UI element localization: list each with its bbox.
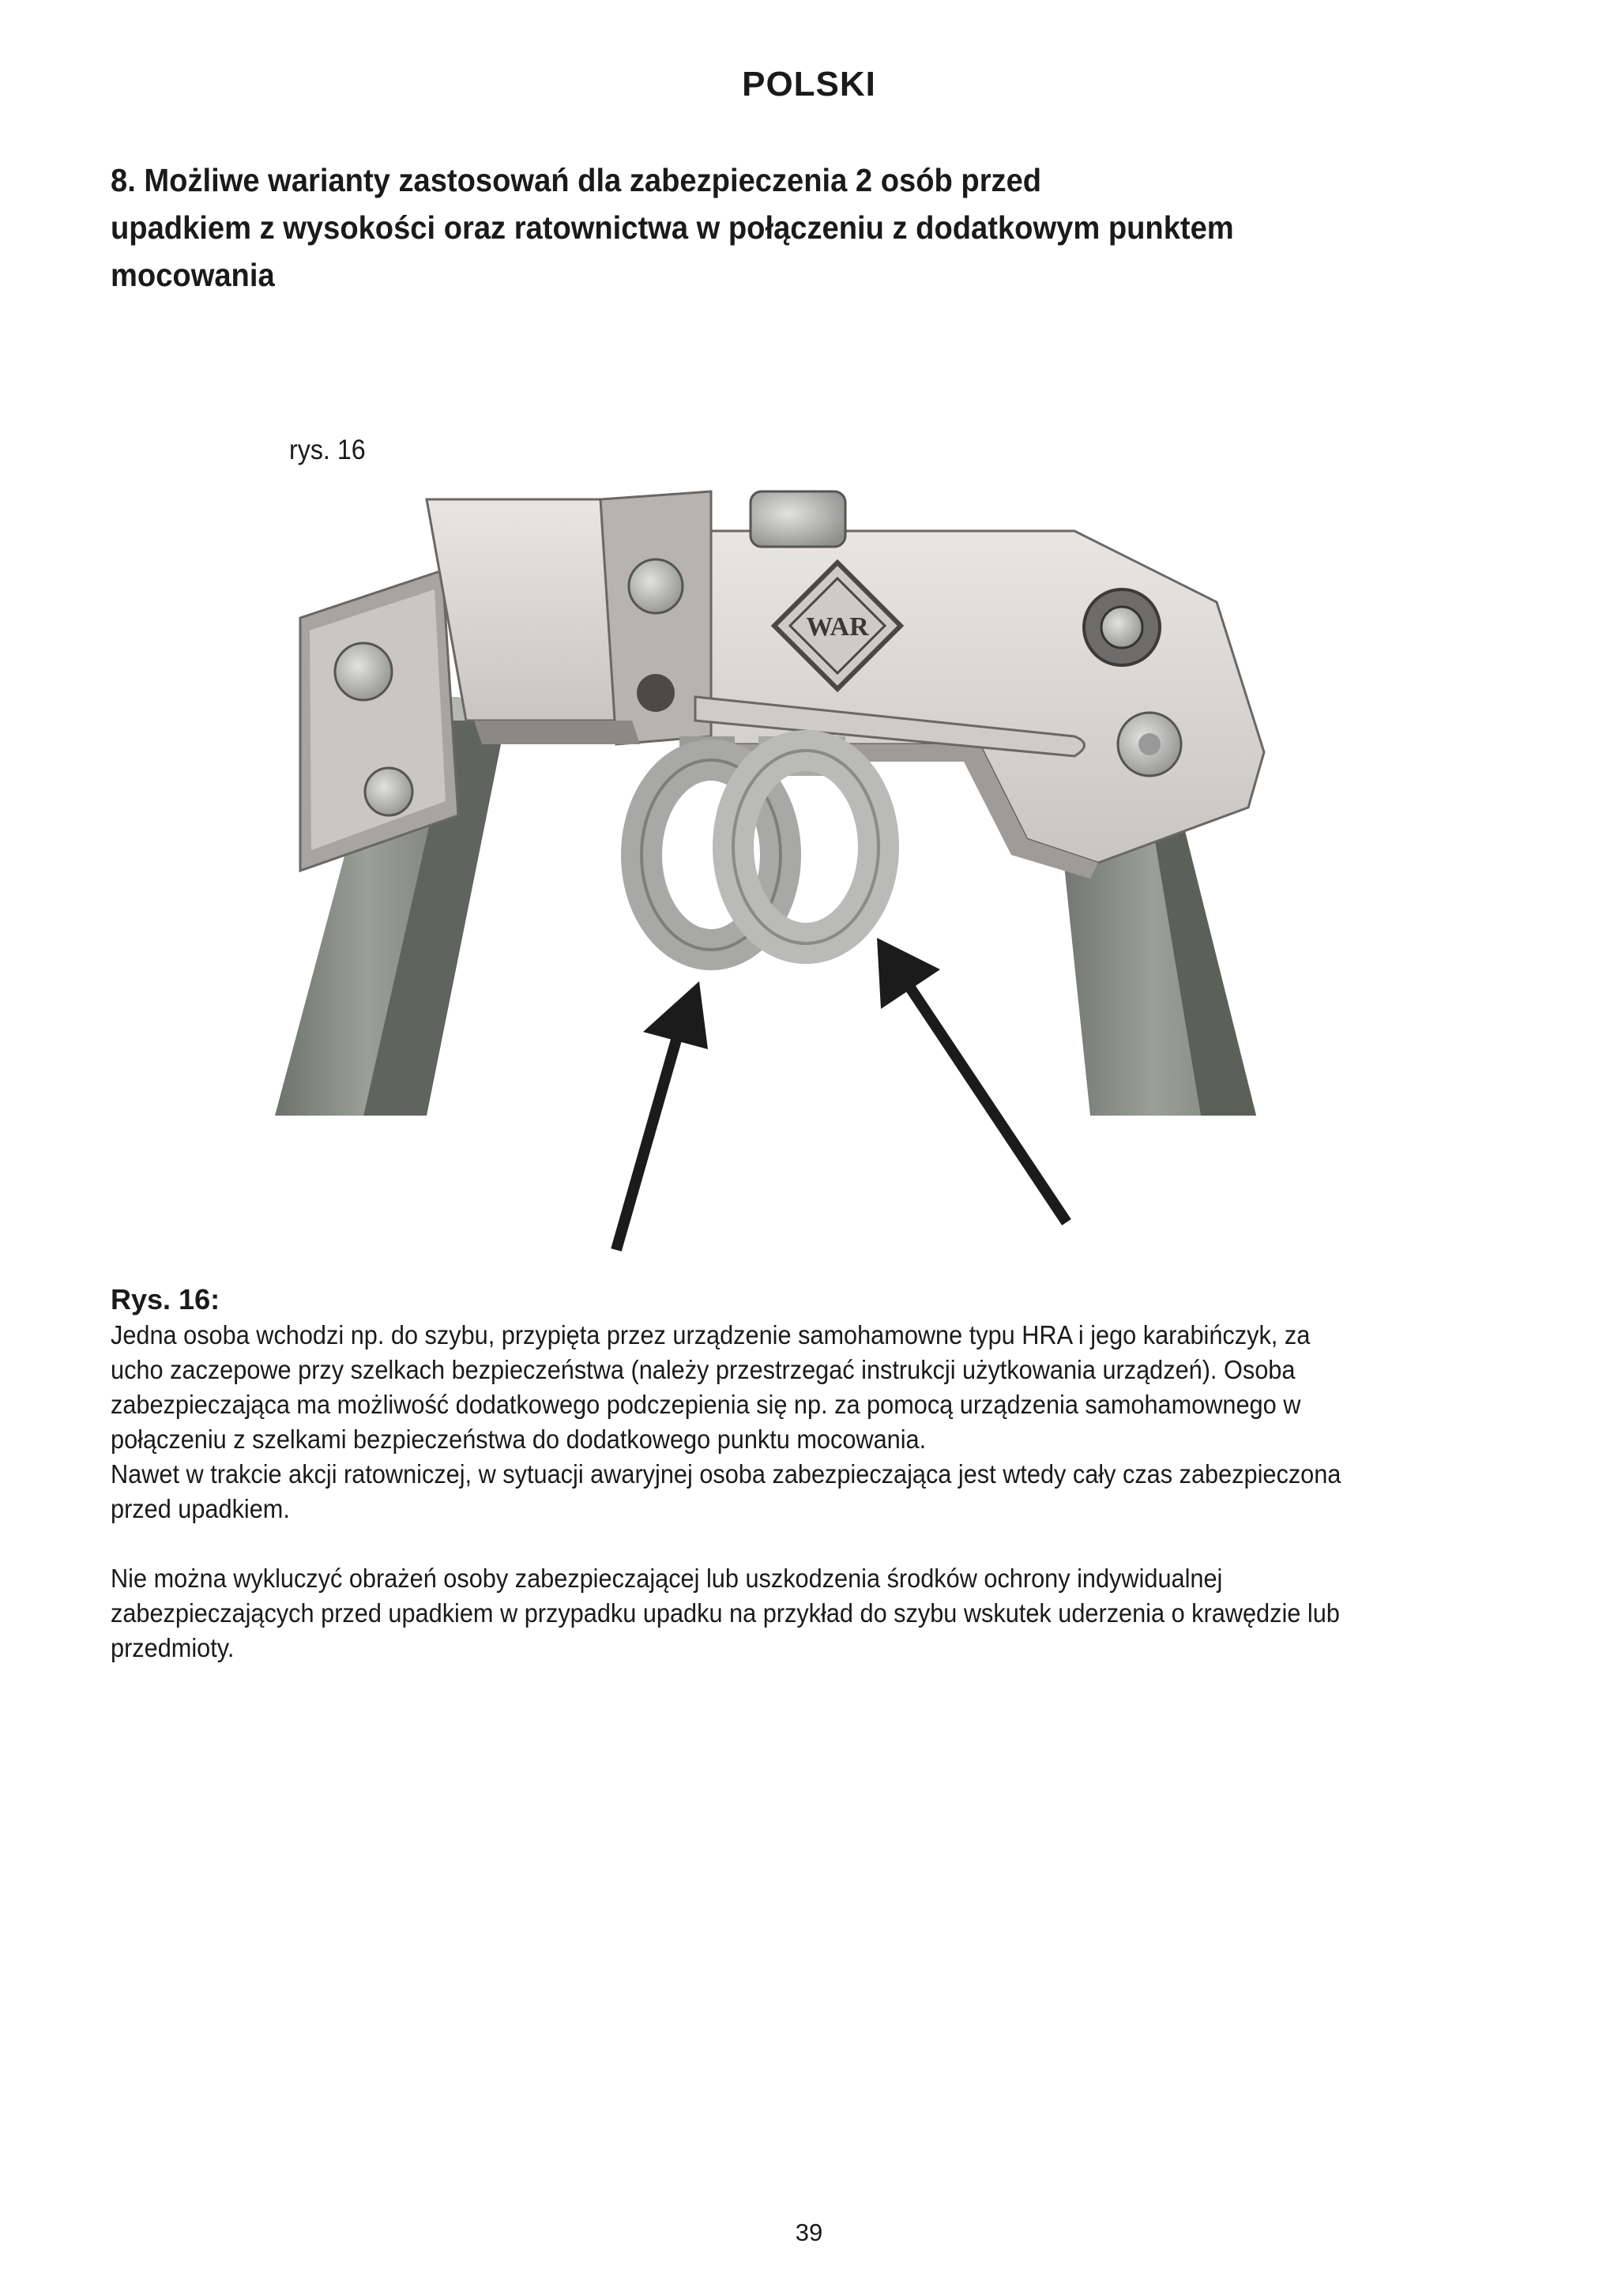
caption-line: przedmioty. [111, 1633, 235, 1662]
language-header: POLSKI [742, 65, 876, 104]
caption-line: Jedna osoba wchodzi np. do szybu, przypięta przez urządzenie samohamowne typu HRA i jego karabińczyk, za [111, 1320, 1311, 1349]
section-title-line: upadkiem z wysokości oraz ratownictwa w połączeniu z dodatkowym punktem [111, 209, 1234, 246]
section-title-line: mocowania [111, 257, 275, 293]
caption-line: połączeniu z szelkami bezpieczeństwa do dodatkowego punktu mocowania. [111, 1425, 927, 1454]
section-title [111, 156, 1286, 299]
caption-body [111, 1318, 1507, 1666]
arrow-left [616, 981, 708, 1250]
top-block [427, 491, 711, 744]
war-logo-text: WAR [806, 612, 869, 642]
caption-line: ucho zaczepowe przy szelkach bezpieczeństwa (należy przestrzegać instrukcji użytkowania urządzeń). Osoba [111, 1355, 1296, 1384]
page-number: 39 [795, 2219, 823, 2246]
caption-line: Nie można wykluczyć obrażeń osoby zabezpieczającej lub uszkodzenia środków ochrony indywidualnej [111, 1564, 1223, 1593]
section-title-line: 8. Możliwe warianty zastosowań dla zabezpieczenia 2 osób przed [111, 162, 1042, 198]
caption-line: Nawet w trakcie akcji ratowniczej, w sytuacji awaryjnej osoba zabezpieczająca jest wtedy cały czas zabezpieczona [111, 1459, 1341, 1489]
figure-label: rys. 16 [289, 435, 366, 465]
caption-heading: Rys. 16: [111, 1283, 220, 1315]
caption-line: przed upadkiem. [111, 1494, 290, 1523]
tripod-anchor-figure [269, 484, 1359, 1258]
paragraph-gap [111, 1526, 1507, 1561]
caption-line: zabezpieczających przed upadkiem w przypadku upadku na przykład do szybu wskutek uderzenia o krawędzie lub [111, 1598, 1340, 1628]
arrow-right [877, 938, 1067, 1222]
eye-bolts [642, 736, 879, 950]
tripod-head-illustration [269, 484, 1359, 1258]
caption-line: zabezpieczająca ma możliwość dodatkowego podczepienia się np. za pomocą urządzenia samohamownego w [111, 1390, 1301, 1419]
